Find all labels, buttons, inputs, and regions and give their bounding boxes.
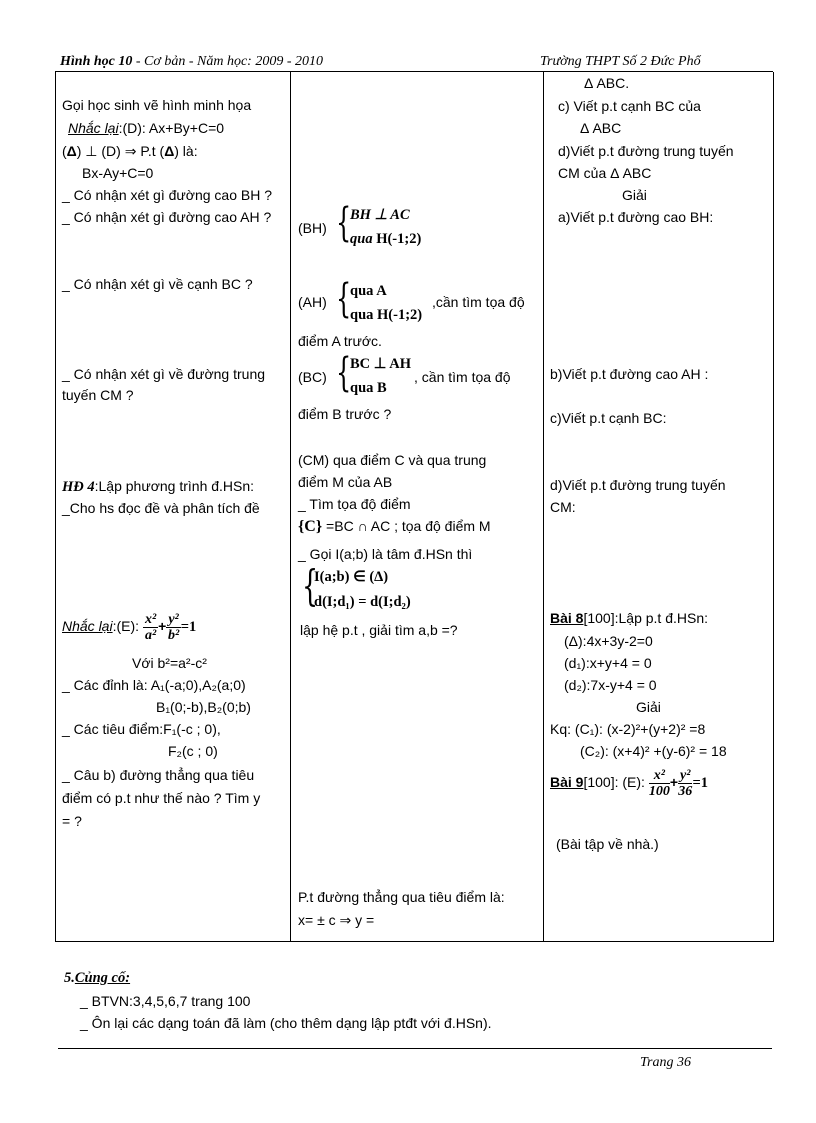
frac-den: 100 xyxy=(648,784,670,799)
table-border-right xyxy=(773,72,774,942)
bai8-text: [100]:Lập p.t đ.HSn: xyxy=(583,610,708,626)
col3-t5: Giải xyxy=(622,187,647,203)
brace-bh: { xyxy=(336,200,352,246)
col1-perp-line xyxy=(62,143,198,160)
col3-t7: b)Viết p.t đường cao AH : xyxy=(550,366,709,382)
col3-kq2: (C₂): (x+4)² +(y-6)² = 18 xyxy=(580,743,727,759)
sys-1: I(a;b) ∈ (Δ) xyxy=(314,569,389,585)
bh-bot xyxy=(350,231,421,248)
consolidation-num: 5. xyxy=(64,970,75,986)
ah-label: (AH) xyxy=(298,294,327,310)
frac-num: y² xyxy=(680,768,691,783)
col1-q-b-3: = ? xyxy=(62,813,82,829)
col3-giai: Giải xyxy=(636,699,661,715)
col1-recall-line xyxy=(68,120,224,136)
col3-t3: d)Viết p.t đường trung tuyến xyxy=(558,143,734,159)
header-left xyxy=(60,54,323,70)
col3-t6: a)Viết p.t đường cao BH: xyxy=(558,209,714,225)
table-col-divider-1 xyxy=(290,72,291,942)
col1-q-bc: _ Có nhận xét gì về cạnh BC ? xyxy=(62,276,253,292)
hd4-text: :Lập phương trình đ.HSn: xyxy=(94,478,255,494)
col3-d0: (Δ):4x+3y-2=0 xyxy=(564,633,653,649)
recall-label-2: Nhắc lại xyxy=(62,618,113,635)
eq-one: =1 xyxy=(692,775,708,792)
col1-q-cm-b: tuyến CM ? xyxy=(62,387,134,403)
frac-den: b² xyxy=(167,628,180,643)
col1-q-b-2: điểm có p.t như thế nào ? Tìm y xyxy=(62,790,261,806)
col1-line-draw: Gọi học sinh vẽ hình minh họa xyxy=(62,97,252,113)
frac-num: x² xyxy=(649,768,670,784)
end-2: x= ± c ⇒ y = xyxy=(298,912,375,928)
col1-b2: Với b²=a²-c² xyxy=(132,655,207,671)
ellipse-e: :(E): xyxy=(112,618,140,635)
bh-label: (BH) xyxy=(298,220,327,236)
col1-read: _Cho hs đọc đề và phân tích đề xyxy=(62,500,260,516)
bh-top: BH ⊥ AC xyxy=(350,207,410,223)
frac-num: y² xyxy=(168,612,179,627)
review-note: _ Ôn lại các dạng toán đã làm (cho thêm dạng lập ptđt với đ.HSn). xyxy=(80,1015,492,1031)
bh-point: H(-1;2) xyxy=(372,231,422,247)
bc-top: BC ⊥ AH xyxy=(350,356,411,372)
col3-bai8 xyxy=(550,610,708,626)
bai9-text: [100]: (E): xyxy=(583,774,645,791)
col1-foci-a: _ Các tiêu điểm:F₁(-c ; 0), xyxy=(62,721,221,737)
recall-label: Nhắc lại xyxy=(68,120,119,136)
brace-ah: { xyxy=(336,276,352,322)
consolidation-label: Củng cố: xyxy=(74,970,131,986)
perp-delta-2: Δ xyxy=(164,143,175,159)
col3-t0: Δ ABC. xyxy=(584,75,630,91)
col3-t10: CM: xyxy=(550,499,576,515)
frac-den: 36 xyxy=(678,784,693,799)
table-border-bottom xyxy=(55,941,774,942)
table-border-left xyxy=(55,72,56,942)
bc-bot: qua B xyxy=(350,380,387,396)
consolidation-title xyxy=(64,970,130,987)
table-col-divider-2 xyxy=(543,72,544,942)
header-school: Trường THPT Số 2 Đức Phổ xyxy=(540,54,701,69)
ah-note2: điểm A trước. xyxy=(298,333,382,349)
col1-q-bh: _ Có nhận xét gì đường cao BH ? xyxy=(62,187,273,203)
col1-hd4 xyxy=(62,478,254,496)
cm-6: lập hệ p.t , giải tìm a,b =? xyxy=(300,622,458,638)
cm-4-rest: =BC ∩ AC ; tọa độ điểm M xyxy=(322,518,491,534)
cm-5: _ Gọi I(a;b) là tâm đ.HSn thì xyxy=(298,546,473,562)
col1-q-b-1: _ Câu b) đường thẳng qua tiêu xyxy=(62,767,255,783)
bh-qua: qua xyxy=(350,231,373,247)
frac-y2-36 xyxy=(678,768,692,799)
recall-d: :(D): Ax+By+C=0 xyxy=(118,120,225,136)
col1-q-cm-a: _ Có nhận xét gì về đường trung xyxy=(62,366,266,382)
header-rule xyxy=(55,71,773,72)
col1-foci-b: F₂(c ; 0) xyxy=(168,743,218,759)
perp-c: ) là: xyxy=(174,143,198,159)
col1-eq: Bx-Ay+C=0 xyxy=(82,165,154,181)
set-c: {C} xyxy=(298,518,323,535)
brace-bc: { xyxy=(336,350,352,396)
col1-q-ah: _ Có nhận xét gì đường cao AH ? xyxy=(62,209,272,225)
cm-1: (CM) qua điểm C và qua trung xyxy=(298,452,487,468)
frac-y2-b2 xyxy=(166,612,180,643)
frac-x2-100 xyxy=(649,768,670,799)
frac-num: x² xyxy=(144,612,157,627)
bc-note2: điểm B trước ? xyxy=(298,406,392,422)
col3-t2: Δ ABC xyxy=(580,120,622,136)
header-year: - Cơ bản - Năm học: 2009 - 2010 xyxy=(132,54,323,69)
bc-label: (BC) xyxy=(298,369,327,385)
perp-delta-1: Δ xyxy=(66,143,77,159)
col3-t1: c) Viết p.t cạnh BC của xyxy=(558,98,701,114)
frac-den: a² xyxy=(144,628,157,643)
ah-bot: qua H(-1;2) xyxy=(350,307,423,323)
cm-2: điểm M của AB xyxy=(298,474,393,490)
bc-note: , cần tìm tọa độ xyxy=(414,369,511,385)
col3-kq1: Kq: (C₁): (x-2)²+(y+2)² =8 xyxy=(550,721,706,737)
eq-one: =1 xyxy=(180,619,197,636)
col1-ellipse-eq: Nhắc lại:(E): $\frac{\text{x²}}{\text{a²}}$ + $\frac{\text{y²}}{\text{b²}}$ =1 xyxy=(62,612,197,643)
ah-top: qua A xyxy=(350,283,387,299)
col1-vertices-b: B₁(0;-b),B₂(0;b) xyxy=(156,699,251,715)
col1-vertices-a: _ Các đỉnh là: A₁(-a;0),A₂(a;0) xyxy=(62,677,246,693)
col3-d2: (d₂):7x-y+4 = 0 xyxy=(564,677,657,693)
page-number: Trang 36 xyxy=(640,1055,691,1070)
footer-rule xyxy=(58,1048,772,1049)
bai8-label: Bài 8 xyxy=(550,610,584,626)
perp-a: ( xyxy=(62,143,67,159)
frac-x2-a2 xyxy=(143,612,158,643)
hd4-label: HĐ 4 xyxy=(62,479,95,495)
col3-t4: CM của Δ ABC xyxy=(558,165,652,181)
col3-d1: (d₁):x+y+4 = 0 xyxy=(564,655,652,671)
header-subject: Hình học 10 xyxy=(60,54,133,69)
cm-3: _ Tìm tọa độ điểm xyxy=(298,496,411,512)
bai9-label: Bài 9 xyxy=(550,774,584,791)
col3-t8: c)Viết p.t cạnh BC: xyxy=(550,410,667,426)
ah-note: ,cần tìm tọa độ xyxy=(432,294,525,310)
end-1: P.t đường thẳng qua tiêu điểm là: xyxy=(298,889,505,905)
perp-b: ) ⊥ (D) ⇒ P.t ( xyxy=(76,143,165,159)
col3-t9: d)Viết p.t đường trung tuyến xyxy=(550,477,726,493)
col3-bai9: Bài 9[100]: (E): $\frac{\text{x²}}{100}$ + $\frac{\text{y²}}{36}$ =1 xyxy=(550,768,708,799)
cm-4 xyxy=(298,518,491,536)
sys-2: d(I;d₁) = d(I;d₂) xyxy=(314,594,411,610)
col3-homework: (Bài tập về nhà.) xyxy=(556,836,659,852)
homework-list: _ BTVN:3,4,5,6,7 trang 100 xyxy=(80,993,251,1009)
brace-sys: { xyxy=(302,561,319,610)
